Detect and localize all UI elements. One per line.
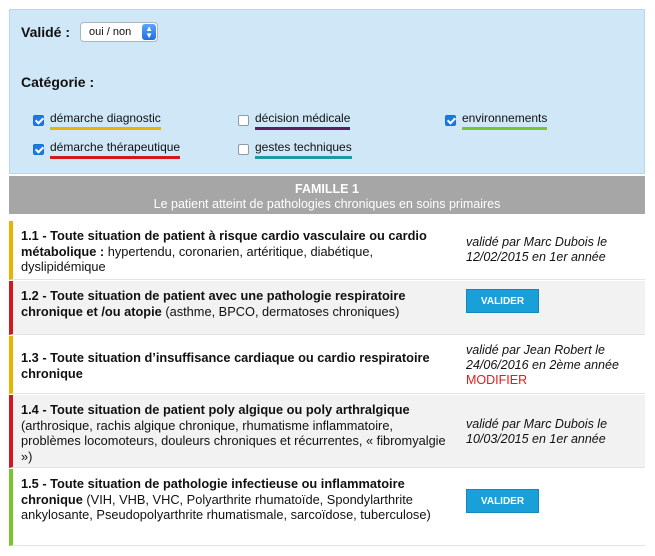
situation-row-1-2 [9, 281, 645, 335]
checkbox-gestes-techniques[interactable] [238, 140, 352, 159]
situation-title: 1.4 - Toute situation de patient poly algique ou poly arthralgique [21, 402, 410, 417]
situation-title: 1.2 - Toute situation de patient avec une pathologie respiratoire chronique et /ou atopie [21, 288, 406, 319]
situation-description [21, 288, 446, 319]
valider-button[interactable]: VALIDER [466, 489, 539, 513]
situation-row-1-5 [9, 469, 645, 546]
valide-label: Validé : [21, 24, 71, 40]
valide-select[interactable] [80, 22, 158, 42]
situation-title: 1.3 - Toute situation d’insuffisance cardiaque ou cardio respiratoire chronique [21, 350, 430, 381]
category-label: démarche diagnostic [50, 111, 161, 130]
valider-button[interactable]: VALIDER [466, 289, 539, 313]
situation-description [21, 402, 446, 464]
checkbox-unchecked-icon[interactable] [238, 144, 249, 155]
checkbox-checked-icon[interactable] [33, 144, 44, 155]
checkbox-environnements[interactable] [445, 111, 547, 130]
situation-row-1-1 [9, 221, 645, 280]
situation-description [21, 350, 446, 381]
filter-panel [9, 9, 645, 174]
category-label: environnements [462, 111, 547, 130]
situation-title: 1.1 - Toute situation de patient à risque cardio vasculaire ou cardio métabolique : [21, 228, 427, 259]
checkbox-checked-icon[interactable] [445, 115, 456, 126]
situation-details: (arthrosique, rachis algique chronique, rhumatisme inflammatoire, problèmes locomoteurs, douleurs chroniques et récurrentes, « fibromyalgie ») [21, 417, 446, 464]
category-label: démarche thérapeutique [50, 140, 180, 159]
valide-filter [21, 22, 158, 42]
situation-details: hypertendu, coronarien, artéritique, diabétique, dyslipidémique [21, 243, 374, 274]
checkbox-demarche-diagnostic[interactable] [33, 111, 161, 130]
family-title: FAMILLE 1 [295, 182, 359, 196]
situation-details: (asthme, BPCO, dermatoses chroniques) [161, 303, 400, 319]
family-subtitle: Le patient atteint de pathologies chroniques en soins primaires [153, 197, 501, 211]
checkbox-checked-icon[interactable] [33, 115, 44, 126]
family-header [9, 176, 645, 214]
category-label: gestes techniques [255, 140, 352, 159]
validation-status-text: validé par Jean Robert le 24/06/2016 en 2ème année [466, 343, 619, 372]
situation-description [21, 228, 446, 275]
valide-select-value: oui / non [89, 26, 132, 38]
validation-status [466, 343, 646, 388]
situation-row-1-3 [9, 336, 645, 394]
category-label: décision médicale [255, 111, 350, 130]
checkbox-decision-medicale[interactable] [238, 111, 350, 130]
categorie-label: Catégorie : [21, 74, 95, 90]
situation-title: 1.5 - Toute situation de pathologie infectieuse ou inflammatoire chronique [21, 476, 405, 507]
checkbox-unchecked-icon[interactable] [238, 115, 249, 126]
checkbox-demarche-therapeutique[interactable] [33, 140, 180, 159]
situation-details: (VIH, VHB, VHC, Polyarthrite rhumatoïde, Spondylarthrite ankylosante, Pseudopolyarthrite rhumatismale, sarcoïdose, tuberculose) [21, 491, 431, 522]
select-arrows-icon: ▲ ▼ [142, 24, 156, 40]
situation-description [21, 476, 446, 523]
validation-status: validé par Marc Dubois le 10/03/2015 en 1er année [466, 417, 608, 446]
modifier-link[interactable]: MODIFIER [466, 373, 528, 387]
situation-row-1-4 [9, 395, 645, 468]
validation-status: validé par Marc Dubois le 12/02/2015 en 1er année [466, 235, 608, 264]
